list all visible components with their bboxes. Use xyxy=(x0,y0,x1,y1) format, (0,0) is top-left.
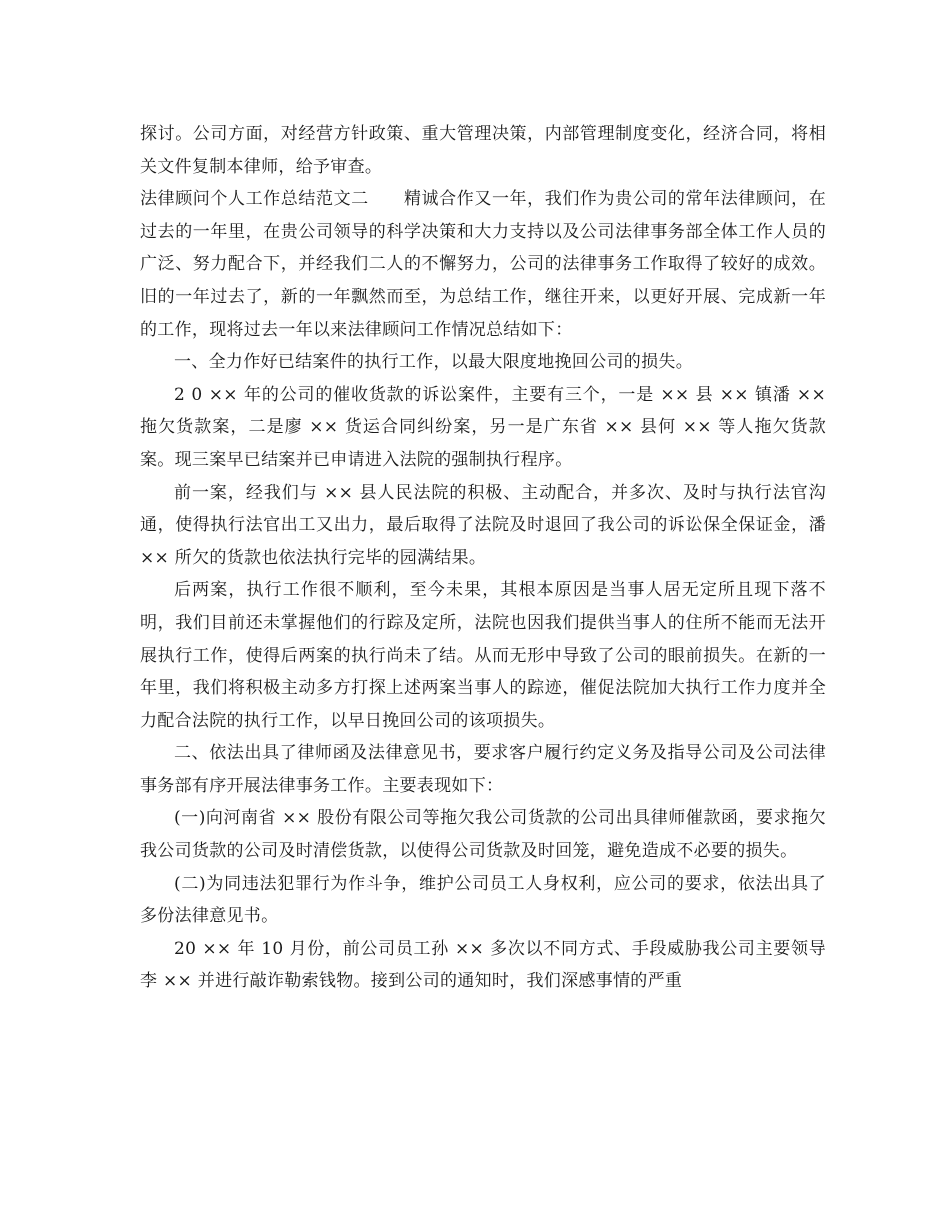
paragraph-1: 探讨。公司方面，对经营方针政策、重大管理决策，内部管理制度变化，经济合同，将相关文件复制本律师，给予审查。 xyxy=(140,124,826,177)
paragraph-3: 一、全力作好已结案件的执行工作，以最大限度地挽回公司的损失。 xyxy=(174,352,693,373)
paragraph-9: (二)为同违法犯罪行为作斗争，维护公司员工人身权利，应公司的要求，依法出具了多份法律意见书。 xyxy=(140,873,826,927)
document-body xyxy=(140,118,826,998)
paragraph-6: 后两案，执行工作很不顺利，至今未果，其根本原因是当事人居无定所且现下落不明，我们目前还未掌握他们的行踪及定所，法院也因我们提供当事人的住所不能而无法开展执行工作，使得后两案的执行尚未了结。从而无形中导致了公司的眼前损失。在新的一年里，我们将积极主动多方打探上述两案当事人的踪迹，催促法院加大执行工作力度并全力配合法院的执行工作，以早日挽回公司的该项损失。 xyxy=(140,580,826,731)
paragraph-4: 2 0 ×× 年的公司的催收货款的诉讼案件，主要有三个，一是 ×× 县 ×× 镇潘 ×× 拖欠货款案，二是廖 ×× 货运合同纠纷案，另一是广东省 ×× 县何 ×× 等人拖欠货款案。现三案早已结案并已申请进入法院的强制执行程序。 xyxy=(140,384,826,470)
paragraph-5: 前一案，经我们与 ×× 县人民法院的积极、主动配合，并多次、及时与执行法官沟通，使得执行法官出工又出力，最后取得了法院及时退回了我公司的诉讼保全保证金，潘 ×× 所欠的货款也依法执行完毕的园满结果。 xyxy=(140,482,826,568)
paragraph-10: 20 ×× 年 10 月份，前公司员工孙 ×× 多次以不同方式、手段威胁我公司主要领导李 ×× 并进行敲诈勒索钱物。接到公司的通知时，我们深感事情的严重 xyxy=(140,938,826,992)
paragraph-8: (一)向河南省 ×× 股份有限公司等拖欠我公司货款的公司出具律师催款函，要求拖欠我公司货款的公司及时清偿货款，以使得公司货款及时回笼，避免造成不必要的损失。 xyxy=(140,808,826,862)
paragraph-2: 法律顾问个人工作总结范文二 精诚合作又一年，我们作为贵公司的常年法律顾问，在过去的一年里，在贵公司领导的科学决策和大力支持以及公司法律事务部全体工作人员的广泛、努力配合下，并经我们二人的不懈努力，公司的法律事务工作取得了较好的成效。旧的一年过去了，新的一年飘然而至，为总结工作，继往开来，以更好开展、完成新一年的工作，现将过去一年以来法律顾问工作情况总结如下： xyxy=(140,189,826,340)
paragraph-7: 二、依法出具了律师函及法律意见书，要求客户履行约定义务及指导公司及公司法律事务部有序开展法律事务工作。主要表现如下： xyxy=(140,743,826,796)
